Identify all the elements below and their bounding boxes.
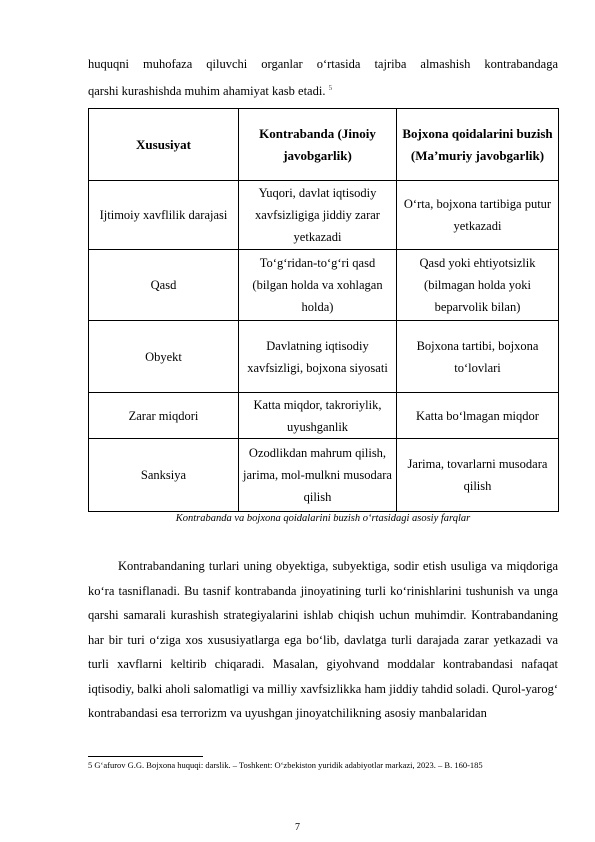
table-header-cell: Kontrabanda (Jinoiy javobgarlik) (239, 109, 397, 181)
table-cell: Davlatning iqtisodiy xavfsizligi, bojxona siyosati (239, 321, 397, 393)
table-cell: Ozodlikdan mahrum qilish, jarima, mol-mulkni musodara qilish (239, 439, 397, 512)
table-header-cell: Xususiyat (89, 109, 239, 181)
table-caption: Kontrabanda va bojxona qoidalarini buzish o‘rtasidagi asosiy farqlar (175, 513, 471, 524)
table-row (89, 181, 559, 250)
table-row (89, 321, 559, 393)
table-cell: Sanksiya (89, 439, 239, 512)
table-cell: Obyekt (89, 321, 239, 393)
intro-line-2 (88, 76, 558, 103)
table-row (89, 439, 559, 512)
intro-line-1: huquqni muhofaza qiluvchi organlar o‘rtasida tajriba almashish kontrabandaga (88, 57, 558, 71)
table-cell: Ijtimoiy xavflilik darajasi (89, 181, 239, 250)
table-cell: Qasd (89, 250, 239, 321)
table-cell: Qasd yoki ehtiyotsizlik (bilmagan holda yoki beparvolik bilan) (397, 250, 559, 321)
footnote-text: 5 G‘afurov G.G. Bojxona huquqi: darslik. – Toshkent: O‘zbekiston yuridik adabiyotlar markazi, 2023. – B. 160-185 (88, 760, 483, 770)
table-cell: Yuqori, davlat iqtisodiy xavfsizligiga jiddiy zarar yetkazadi (239, 181, 397, 250)
table-cell: Katta bo‘lmagan miqdor (397, 393, 559, 439)
table-cell: O‘rta, bojxona tartibiga putur yetkazadi (397, 181, 559, 250)
table-cell: Jarima, tovarlarni musodara qilish (397, 439, 559, 512)
page-number: 7 (295, 822, 300, 833)
table-row (89, 393, 559, 439)
intro-text (88, 52, 558, 103)
body-paragraph: Kontrabandaning turlari uning obyektiga, subyektiga, sodir etish usuliga va miqdoriga ko‘ra tasniflanadi. Bu tasnif kontrabanda jinoyatining turli ko‘rinishlarini tushunish va unga qarshi samarali kurashish strategiyalarini ishlab chiqish uchun muhimdir. Kontrabandaning har bir turi o‘ziga xos xususiyatlarga ega bo‘lib, davlatga turli darajada zarar yetkazadi va turli xavflarni keltirib chiqaradi. Masalan, giyohvand moddalar kontrabandasi nafaqat iqtisodiy, balki aholi salomatligi va milliy xavfsizlikka ham jiddiy tahdid soladi. Qurol-yarog‘ kontrabandasi esa terrorizm va uyushgan jinoyatchilikning asosiy manbalaridan (88, 559, 558, 720)
footnote-reference[interactable]: 5 (328, 84, 333, 92)
table-header-cell: Bojxona qoidalarini buzish (Ma’muriy javobgarlik) (397, 109, 559, 181)
table-row (89, 250, 559, 321)
footnote-divider (88, 756, 203, 757)
table-cell: Bojxona tartibi, bojxona to‘lovlari (397, 321, 559, 393)
intro-line-2-text: qarshi kurashishda muhim ahamiyat kasb etadi. (88, 84, 326, 99)
table-header-row (89, 109, 559, 181)
comparison-table (88, 108, 559, 512)
table-cell: Katta miqdor, takroriylik, uyushganlik (239, 393, 397, 439)
table-cell: Zarar miqdori (89, 393, 239, 439)
table-cell: To‘g‘ridan-to‘g‘ri qasd (bilgan holda va xohlagan holda) (239, 250, 397, 321)
